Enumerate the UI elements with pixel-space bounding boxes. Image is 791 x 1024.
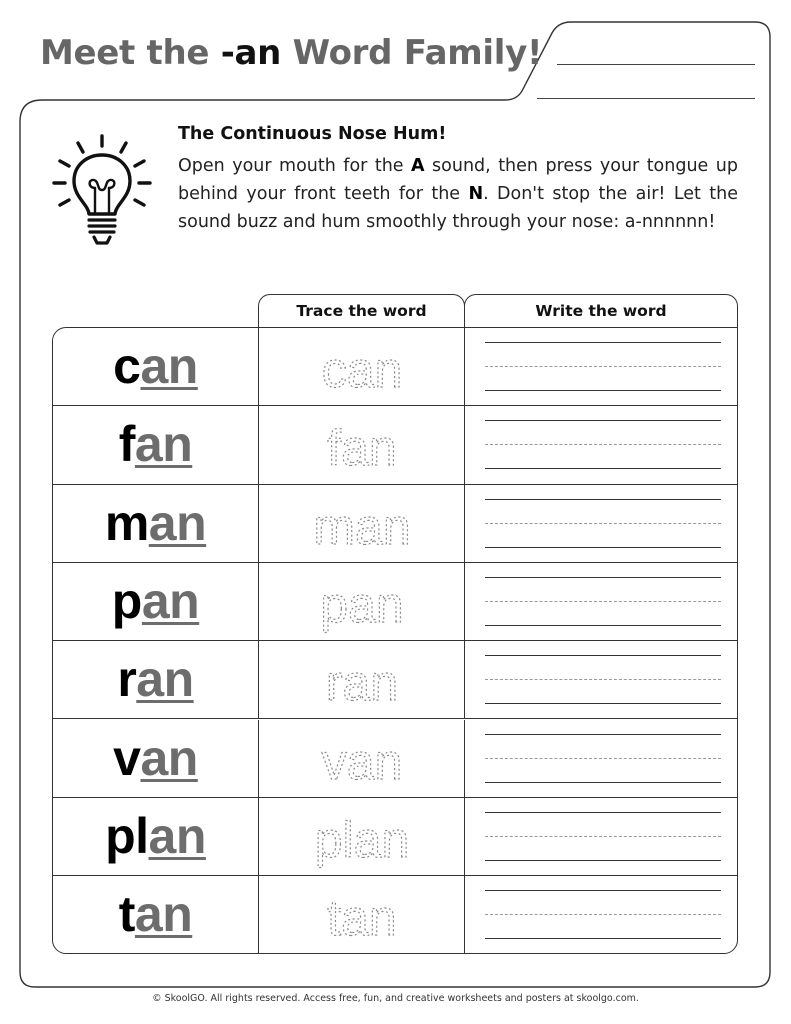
write-cell[interactable] [465, 641, 737, 718]
word-onset: c [113, 338, 141, 394]
word-onset: pl [105, 807, 149, 864]
word-rime: an [136, 651, 194, 708]
family-word [53, 886, 258, 942]
word-row [53, 485, 737, 563]
family-word [53, 808, 258, 864]
writing-midline [485, 523, 721, 524]
writing-midline [485, 836, 721, 837]
writing-line [485, 782, 721, 783]
writing-midline [485, 679, 721, 680]
writing-line [485, 812, 721, 813]
write-cell[interactable] [465, 485, 737, 562]
title-prefix: Meet the [40, 33, 221, 73]
word-row [53, 798, 737, 876]
word-cell [53, 563, 259, 640]
lightbulb-icon [52, 134, 157, 249]
trace-word-text: can [321, 342, 403, 398]
header-write: Write the word [464, 294, 738, 327]
word-row [53, 563, 737, 641]
footer-copyright: © SkoolGO. All rights reserved. Access free, fun, and creative worksheets and posters at skoolgo.com. [152, 993, 639, 1004]
trace-word-text: fan [327, 420, 397, 477]
trace-cell[interactable] [259, 406, 465, 483]
write-cell[interactable] [465, 406, 737, 483]
trace-word [259, 641, 465, 719]
word-row [53, 641, 737, 719]
writing-line [485, 703, 721, 704]
writing-line [485, 655, 721, 656]
tip-text: . Don't stop the air! Let the sound buzz and hum smoothly through your nose: a-nnnnnn! [178, 184, 738, 232]
writing-midline [485, 758, 721, 759]
trace-cell[interactable] [259, 563, 465, 640]
write-cell[interactable] [465, 563, 737, 640]
family-word [53, 651, 258, 707]
writing-line [485, 625, 721, 626]
write-cell[interactable] [465, 720, 737, 797]
writing-line [485, 734, 721, 735]
writing-midline [485, 444, 721, 445]
trace-word [259, 485, 465, 563]
word-cell [53, 641, 259, 718]
writing-line [485, 547, 721, 548]
word-cell [53, 720, 259, 797]
word-onset: t [118, 886, 135, 943]
word-cell [53, 328, 259, 405]
family-word [53, 573, 258, 629]
tip-letter-a: A [411, 156, 425, 176]
trace-word [259, 876, 465, 954]
word-onset: v [113, 729, 141, 786]
family-word [53, 416, 258, 472]
writing-line [485, 860, 721, 861]
word-rime: an [148, 494, 207, 551]
name-line-1 [557, 64, 755, 65]
trace-cell[interactable] [259, 485, 465, 562]
word-cell [53, 406, 259, 483]
word-onset: m [104, 494, 149, 551]
trace-word [259, 328, 465, 406]
tip-body [178, 152, 738, 236]
trace-word [259, 720, 465, 798]
word-row [53, 720, 737, 798]
writing-midline [485, 366, 721, 367]
trace-cell[interactable] [259, 328, 465, 405]
trace-cell[interactable] [259, 798, 465, 875]
word-cell [53, 876, 259, 954]
writing-line [485, 890, 721, 891]
writing-line [485, 390, 721, 391]
word-rime: an [140, 338, 198, 394]
title-suffix: Word Family! [281, 33, 543, 73]
write-cell[interactable] [465, 798, 737, 875]
page-title [40, 33, 542, 73]
header-trace: Trace the word [258, 294, 465, 327]
word-onset: f [118, 416, 135, 473]
word-row [53, 328, 737, 406]
word-row [53, 406, 737, 484]
word-rime: an [134, 886, 193, 943]
tip-box [178, 124, 738, 236]
family-word [53, 338, 258, 394]
trace-cell[interactable] [259, 641, 465, 718]
trace-word [259, 406, 465, 484]
word-onset: p [111, 572, 142, 629]
writing-midline [485, 914, 721, 915]
writing-line [485, 499, 721, 500]
word-row [53, 876, 737, 954]
family-word [53, 730, 258, 786]
write-cell[interactable] [465, 328, 737, 405]
trace-word-text: tan [327, 890, 397, 947]
tip-heading: The Continuous Nose Hum! [178, 124, 447, 144]
writing-line [485, 420, 721, 421]
trace-word [259, 563, 465, 641]
tip-text: Open your mouth for the [178, 156, 412, 176]
trace-cell[interactable] [259, 876, 465, 954]
word-table [52, 327, 738, 954]
name-line-2 [537, 98, 755, 99]
word-rime: an [141, 572, 200, 629]
writing-line [485, 577, 721, 578]
word-cell [53, 798, 259, 875]
title-family: -an [220, 33, 282, 73]
word-rime: an [148, 807, 206, 864]
trace-word-text: ran [325, 655, 399, 712]
word-rime: an [134, 416, 193, 473]
writing-midline [485, 601, 721, 602]
family-word [53, 495, 258, 551]
trace-cell[interactable] [259, 720, 465, 797]
trace-word-text: plan [314, 811, 410, 868]
trace-word [259, 798, 465, 876]
writing-line [485, 938, 721, 939]
write-cell[interactable] [465, 876, 737, 954]
word-onset: r [117, 651, 137, 708]
trace-word-text: man [313, 498, 411, 555]
writing-line [485, 468, 721, 469]
trace-word-text: pan [320, 576, 404, 633]
tip-letter-n: N [468, 184, 484, 204]
word-rime: an [140, 729, 198, 786]
writing-line [485, 342, 721, 343]
tip-text: sound, then press your tongue up behind your front teeth for the [178, 156, 738, 204]
word-cell [53, 485, 259, 562]
trace-word-text: van [321, 733, 403, 790]
